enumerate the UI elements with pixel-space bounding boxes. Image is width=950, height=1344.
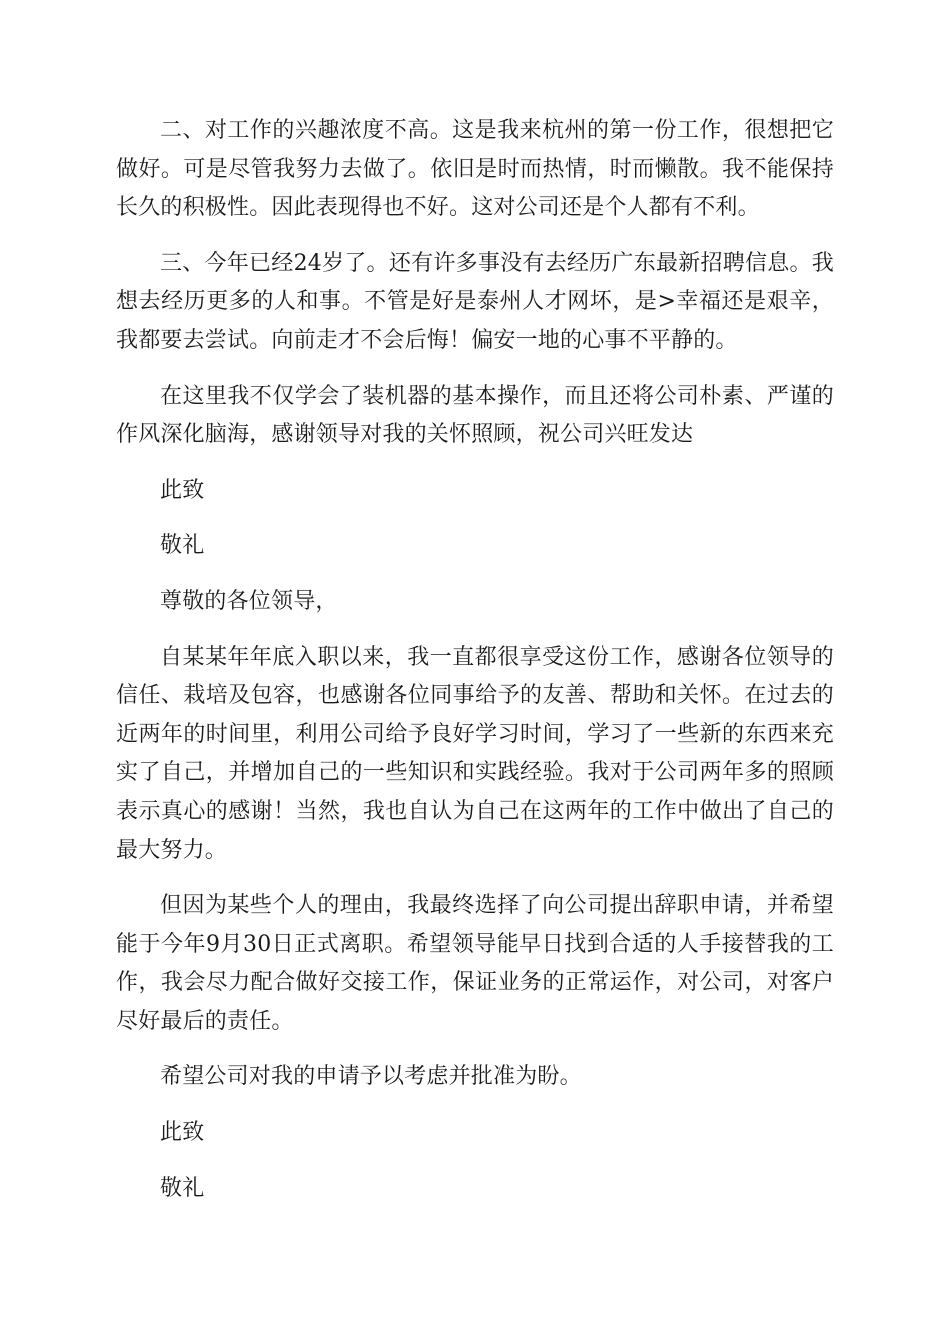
closing-salutation-2: 此致: [160, 1120, 205, 1146]
paragraph-request: 希望公司对我的申请予以考虑并批准为盼。: [160, 1064, 582, 1090]
paragraph-employment: 自某某年年底入职以来，我一直都很享受这份工作，感谢各位领导的信任、栽培及包容，也感谢各位同事给予的友善、帮助和关怀。在过去的近两年的时间里，利用公司给予良好学习时间，学习了一些新的东西来充实了自己，并增加自己的一些知识和实践经验。我对于公司两年多的照顾表示真心的感谢！当然，我也自认为自己在这两年的工作中做出了自己的最大努力。: [116, 644, 834, 863]
paragraph-interest: 二、对工作的兴趣浓度不高。这是我来杭州的第一份工作，很想把它做好。可是尽管我努力去做了。依旧是时而热情，时而懒散。我不能保持长久的积极性。因此表现得也不好。这对公司还是个人都有不利。: [116, 118, 834, 221]
closing-respect-2: 敬礼: [160, 1175, 205, 1201]
paragraph-age: 三、今年已经24岁了。还有许多事没有去经历广东最新招聘信息。我想去经历更多的人和事。不管是好是泰州人才网坏，是>幸福还是艰辛，我都要去尝试。向前走才不会后悔！偏安一地的心事不平静的。: [116, 250, 834, 353]
closing-respect: 敬礼: [160, 533, 205, 559]
document-body: [116, 112, 834, 1225]
paragraph-gratitude: 在这里我不仅学会了装机器的基本操作，而且还将公司朴素、严谨的作风深化脑海，感谢领导对我的关怀照顾，祝公司兴旺发达: [116, 383, 834, 448]
letter-greeting: 尊敬的各位领导，: [160, 588, 338, 614]
closing-salutation: 此致: [160, 477, 205, 503]
paragraph-resignation: 但因为某些个人的理由，我最终选择了向公司提出辞职申请，并希望能于今年9月30日正式离职。希望领导能早日找到合适的人手接替我的工作，我会尽力配合做好交接工作，保证业务的正常运作，对公司，对客户尽好最后的责任。: [116, 893, 834, 1034]
